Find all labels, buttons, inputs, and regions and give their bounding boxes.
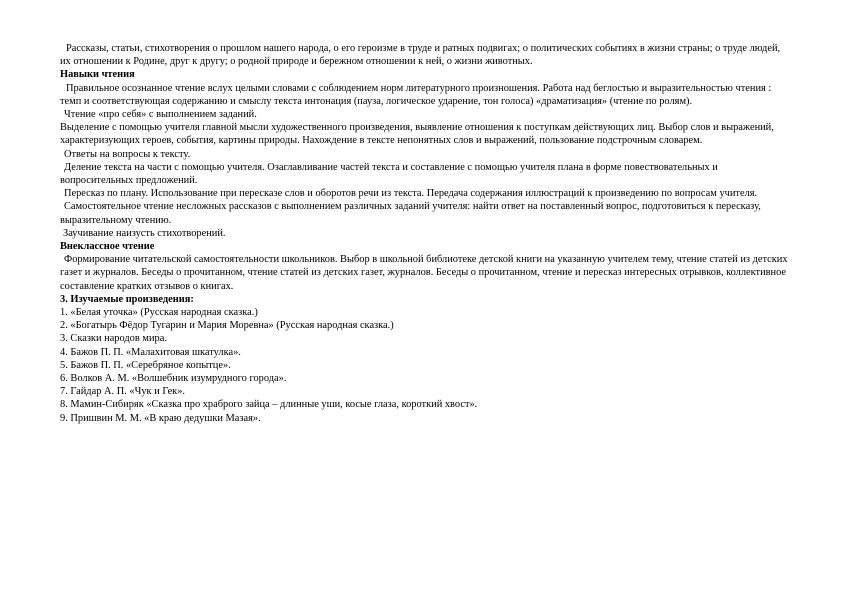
reading-skills-paragraph-7: Самостоятельное чтение несложных рассказов с выполнением различных заданий учителя: найти ответ на поставленный вопрос, подготовиться к пересказу, выразительному чтению. — [60, 201, 761, 226]
works-list — [60, 306, 790, 425]
section-heading-extracurricular: Внеклассное чтение — [60, 241, 155, 253]
reading-skills-paragraph-2: Чтение «про себя» с выполнением заданий. — [64, 109, 257, 121]
document-page — [60, 42, 790, 425]
list-item: 2. «Богатырь Фёдор Тугарин и Мария Моревна» (Русская народная сказка.) — [60, 320, 394, 332]
reading-skills-paragraph-1: Правильное осознанное чтение вслух целыми словами с соблюдением норм литературного произношения. Работа над беглостью и выразительностью чтения : темп и соответствующая содержанию и смыслу текста интонация (пауза, логическое ударение, тон голоса) «драматизация» (чтение по ролям). — [60, 82, 772, 107]
list-item: 8. Мамин-Сибиряк «Сказка про храброго зайца – длинные уши, косые глаза, короткий хвост». — [60, 399, 478, 411]
reading-skills-paragraph-6: Пересказ по плану. Использование при пересказе слов и оборотов речи из текста. Передача содержания иллюстраций к произведению по вопросам учителя. — [64, 188, 758, 200]
intro-paragraph: Рассказы, статьи, стихотворения о прошлом нашего народа, о его героизме в труде и ратных подвигах; о политических событиях в жизни страны; о труде людей, их отношении к Родине, друг к другу; о родной природе и бережном отношении к ней, о жизни животных. — [60, 43, 781, 68]
list-item: 1. «Белая уточка» (Русская народная сказка.) — [60, 307, 258, 319]
section-heading-reading-skills: Навыки чтения — [60, 69, 135, 81]
list-item: 6. Волков А. М. «Волшебник изумрудного города». — [60, 373, 287, 385]
reading-skills-paragraph-8: Заучивание наизусть стихотворений. — [63, 227, 226, 239]
list-item: 7. Гайдар А. П. «Чук и Гек». — [60, 386, 186, 398]
reading-skills-paragraph-3: Выделение с помощью учителя главной мысли художественного произведения, выявление отношения к поступкам действующих лиц. Выбор слов и выражений, характеризующих героев, события, картины природы. Нахождение в тексте непонятных слов и выражений, пользование подстрочным словарем. — [60, 122, 774, 147]
list-item: 3. Сказки народов мира. — [60, 333, 167, 345]
section-heading-works: 3. Изучаемые произведения: — [60, 293, 194, 305]
list-item: 5. Бажов П. П. «Серебряное копытце». — [60, 359, 231, 371]
reading-skills-paragraph-5: Деление текста на части с помощью учителя. Озаглавливание частей текста и составление с помощью учителя плана в форме повествовательных и вопросительных предложений. — [60, 161, 718, 187]
list-item: 4. Бажов П. П. «Малахитовая шкатулка». — [60, 346, 241, 358]
list-item: 9. Пришвин М. М. «В краю дедушки Мазая». — [60, 412, 261, 424]
extracurricular-paragraph: Формирование читательской самостоятельности школьников. Выбор в школьной библиотеке детской книги на указанную учителем тему, чтение статей из детских газет и журналов. Беседы о прочитанном, чтение статей из детских газет, журналов. Беседы о прочитанном, чтение и пересказ интересных отрывков, коллективное составление кратких отзывов о книгах. — [60, 254, 788, 292]
reading-skills-paragraph-4: Ответы на вопросы к тексту. — [64, 148, 191, 160]
